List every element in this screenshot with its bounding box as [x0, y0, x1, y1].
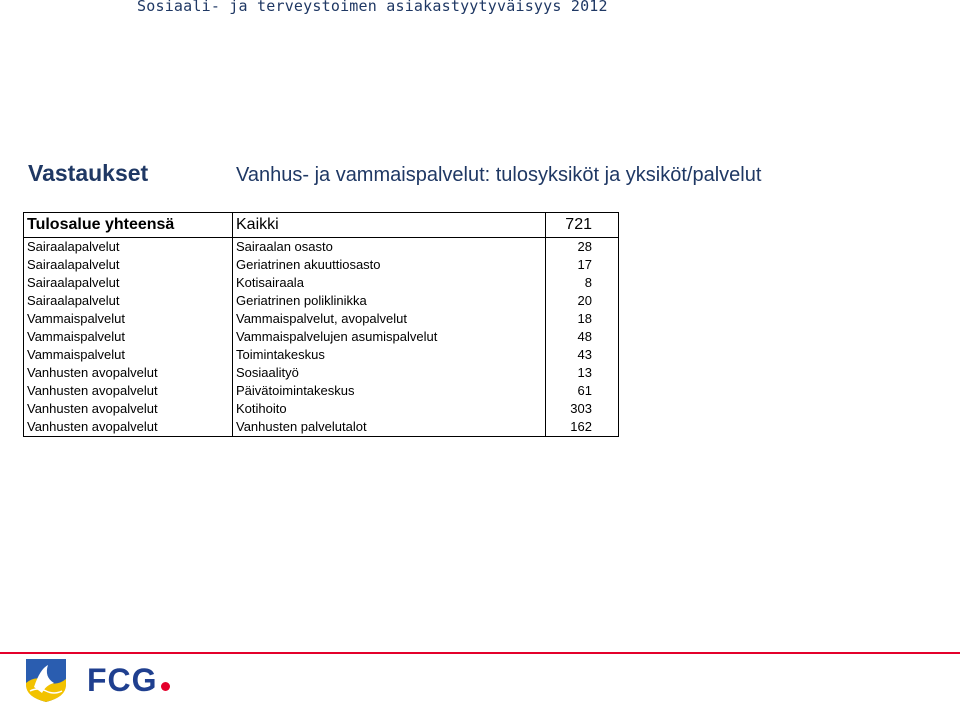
count-cell: 17: [546, 256, 619, 274]
area-cell: Vammaispalvelut: [24, 346, 233, 364]
unit-cell: Sosiaalityö: [233, 364, 546, 382]
unit-cell: Vammaispalvelut, avopalvelut: [233, 310, 546, 328]
count-cell: 13: [546, 364, 619, 382]
unit-cell: Toimintakeskus: [233, 346, 546, 364]
table-row: [24, 346, 619, 364]
unit-cell: Vammaispalvelujen asumispalvelut: [233, 328, 546, 346]
count-cell: 18: [546, 310, 619, 328]
page-header-title: Sosiaali- ja terveystoimen asiakastyytyväisyys 2012: [137, 0, 608, 15]
table-row: [24, 328, 619, 346]
unit-cell: Päivätoimintakeskus: [233, 382, 546, 400]
count-cell: 20: [546, 292, 619, 310]
coat-of-arms-icon: [24, 657, 68, 703]
unit-cell: Kotisairaala: [233, 274, 546, 292]
table-row: [24, 256, 619, 274]
fcg-logo-dot: [161, 682, 170, 691]
table-row: [24, 382, 619, 400]
table-row: [24, 274, 619, 292]
table-row: [24, 292, 619, 310]
count-cell: 48: [546, 328, 619, 346]
unit-cell: Geriatrinen poliklinikka: [233, 292, 546, 310]
area-cell: Vanhusten avopalvelut: [24, 400, 233, 418]
table-row: [24, 418, 619, 437]
count-cell: 8: [546, 274, 619, 292]
unit-cell: Kotihoito: [233, 400, 546, 418]
table-row: [24, 238, 619, 257]
count-cell: 28: [546, 238, 619, 257]
total-unit-cell: Kaikki: [233, 213, 546, 238]
table-row: [24, 400, 619, 418]
total-count-cell: 721: [546, 213, 619, 238]
area-cell: Sairaalapalvelut: [24, 274, 233, 292]
total-area-cell: Tulosalue yhteensä: [24, 213, 233, 238]
area-cell: Vanhusten avopalvelut: [24, 364, 233, 382]
unit-cell: Geriatrinen akuuttiosasto: [233, 256, 546, 274]
count-cell: 43: [546, 346, 619, 364]
area-cell: Vanhusten avopalvelut: [24, 418, 233, 437]
table-total-row: [24, 213, 619, 238]
count-cell: 303: [546, 400, 619, 418]
count-cell: 162: [546, 418, 619, 437]
unit-cell: Vanhusten palvelutalot: [233, 418, 546, 437]
area-cell: Sairaalapalvelut: [24, 292, 233, 310]
section-label: Vastaukset: [28, 160, 149, 186]
responses-table: [23, 212, 619, 437]
table-row: [24, 310, 619, 328]
table-row: [24, 364, 619, 382]
area-cell: Sairaalapalvelut: [24, 256, 233, 274]
fcg-logo: FCG: [87, 662, 158, 698]
count-cell: 61: [546, 382, 619, 400]
area-cell: Vammaispalvelut: [24, 310, 233, 328]
area-cell: Vammaispalvelut: [24, 328, 233, 346]
area-cell: Vanhusten avopalvelut: [24, 382, 233, 400]
section-subtitle: Vanhus- ja vammaispalvelut: tulosyksiköt ja yksiköt/palvelut: [236, 164, 762, 186]
footer-divider: [0, 652, 960, 654]
unit-cell: Sairaalan osasto: [233, 238, 546, 257]
area-cell: Sairaalapalvelut: [24, 238, 233, 257]
